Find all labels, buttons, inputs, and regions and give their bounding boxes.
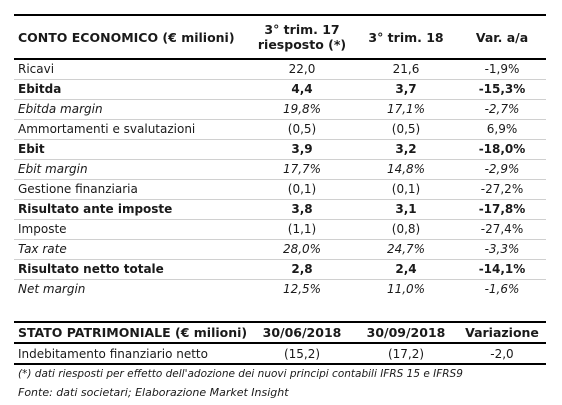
table-row bbox=[14, 219, 546, 239]
income-row-label: Ebitda bbox=[14, 79, 250, 99]
income-row-value-1: 28,0% bbox=[250, 239, 354, 259]
income-row-value-1: 3,9 bbox=[250, 139, 354, 159]
income-row-label: Ebit margin bbox=[14, 159, 250, 179]
income-row-value-2: 24,7% bbox=[354, 239, 458, 259]
income-row-label: Risultato netto totale bbox=[14, 259, 250, 279]
footnote: (*) dati riesposti per effetto dell'adozione dei nuovi principi contabili IFRS 15 e IFRS9 bbox=[18, 368, 463, 380]
column-header-q3-18: 3° trim. 18 bbox=[354, 15, 458, 59]
income-row-variation: -3,3% bbox=[458, 239, 546, 259]
column-header-q3-17 bbox=[250, 15, 354, 59]
income-row-variation: -27,4% bbox=[458, 219, 546, 239]
column-header-q3-17-line2: riesposto (*) bbox=[257, 37, 347, 52]
income-row-variation: 6,9% bbox=[458, 119, 546, 139]
balance-sheet-header bbox=[14, 322, 546, 343]
income-row-variation: -1,9% bbox=[458, 59, 546, 79]
balance-row-label: Indebitamento finanziario netto bbox=[18, 346, 208, 361]
income-row-value-2: 2,4 bbox=[354, 259, 458, 279]
income-statement-header bbox=[14, 15, 546, 59]
income-row-label: Net margin bbox=[18, 282, 86, 297]
table-row bbox=[14, 119, 546, 139]
column-header-q3-17-line1: 3° trim. 17 bbox=[264, 22, 340, 37]
income-row-variation: -14,1% bbox=[458, 259, 546, 279]
income-row-value-2: (0,5) bbox=[354, 119, 458, 139]
source-note: Fonte: dati societari; Elaborazione Market Insight bbox=[18, 386, 289, 399]
income-row-value-2: 21,6 bbox=[354, 59, 458, 79]
balance-row-variation: -2,0 bbox=[490, 346, 514, 361]
table-row bbox=[14, 139, 546, 159]
table-row bbox=[14, 179, 546, 199]
income-row-value-2: 3,2 bbox=[354, 139, 458, 159]
balance-row-value-1: (15,2) bbox=[283, 346, 321, 361]
income-row-value-1: 17,7% bbox=[250, 159, 354, 179]
income-row-value-1: 2,8 bbox=[250, 259, 354, 279]
table-row bbox=[14, 79, 546, 99]
income-row-variation: -2,9% bbox=[458, 159, 546, 179]
table-row bbox=[14, 199, 546, 219]
income-row-label: Imposte bbox=[14, 219, 250, 239]
income-row-label: Ricavi bbox=[14, 59, 250, 79]
income-row-label: Ammortamenti e svalutazioni bbox=[14, 119, 250, 139]
income-row-label: Tax rate bbox=[14, 239, 250, 259]
notes-section bbox=[14, 363, 546, 403]
income-row-variation: -27,2% bbox=[458, 179, 546, 199]
column-header-variazione: Variazione bbox=[458, 322, 546, 343]
income-row-label: Gestione finanziaria bbox=[14, 179, 250, 199]
table-row bbox=[14, 239, 546, 259]
income-statement-panel bbox=[14, 14, 546, 299]
balance-sheet-panel bbox=[14, 321, 546, 363]
income-row-label: Ebitda margin bbox=[14, 99, 250, 119]
income-row-value-1: 19,8% bbox=[250, 99, 354, 119]
income-row-value-2: (0,1) bbox=[354, 179, 458, 199]
income-row-value-2: 14,8% bbox=[354, 159, 458, 179]
income-row-value-1: (1,1) bbox=[250, 219, 354, 239]
income-row-value-2: 3,1 bbox=[354, 199, 458, 219]
income-row-variation: -2,7% bbox=[458, 99, 546, 119]
balance-sheet-table bbox=[14, 321, 546, 363]
income-row-value-2: 3,7 bbox=[354, 79, 458, 99]
table-row bbox=[14, 159, 546, 179]
income-row-variation: -17,8% bbox=[458, 199, 546, 219]
table-row bbox=[14, 259, 546, 279]
table-row bbox=[14, 343, 546, 363]
table-row bbox=[14, 99, 546, 119]
income-row-value-2: 17,1% bbox=[354, 99, 458, 119]
income-row-value-1: (0,1) bbox=[250, 179, 354, 199]
income-statement-title: CONTO ECONOMICO (€ milioni) bbox=[14, 15, 250, 59]
income-row-variation: -15,3% bbox=[458, 79, 546, 99]
balance-row-value-2: (17,2) bbox=[387, 346, 425, 361]
income-row-value-1: (0,5) bbox=[250, 119, 354, 139]
balance-sheet-title: STATO PATRIMONIALE (€ milioni) bbox=[14, 322, 250, 343]
income-row-label: Risultato ante imposte bbox=[14, 199, 250, 219]
column-header-30-09-2018: 30/09/2018 bbox=[354, 322, 458, 343]
column-header-var-yoy: Var. a/a bbox=[458, 15, 546, 59]
table-row bbox=[14, 59, 546, 79]
income-row-value-1: 3,8 bbox=[250, 199, 354, 219]
income-row-value-1: 12,5% bbox=[282, 282, 322, 297]
income-row-variation: -1,6% bbox=[484, 282, 520, 297]
income-statement-table bbox=[14, 14, 546, 299]
income-row-value-2: (0,8) bbox=[354, 219, 458, 239]
income-row-value-2: 11,0% bbox=[386, 282, 426, 297]
table-row bbox=[14, 279, 546, 299]
income-row-label: Ebit bbox=[14, 139, 250, 159]
income-row-variation: -18,0% bbox=[458, 139, 546, 159]
income-row-value-1: 22,0 bbox=[250, 59, 354, 79]
income-row-value-1: 4,4 bbox=[250, 79, 354, 99]
column-header-30-06-2018: 30/06/2018 bbox=[250, 322, 354, 343]
